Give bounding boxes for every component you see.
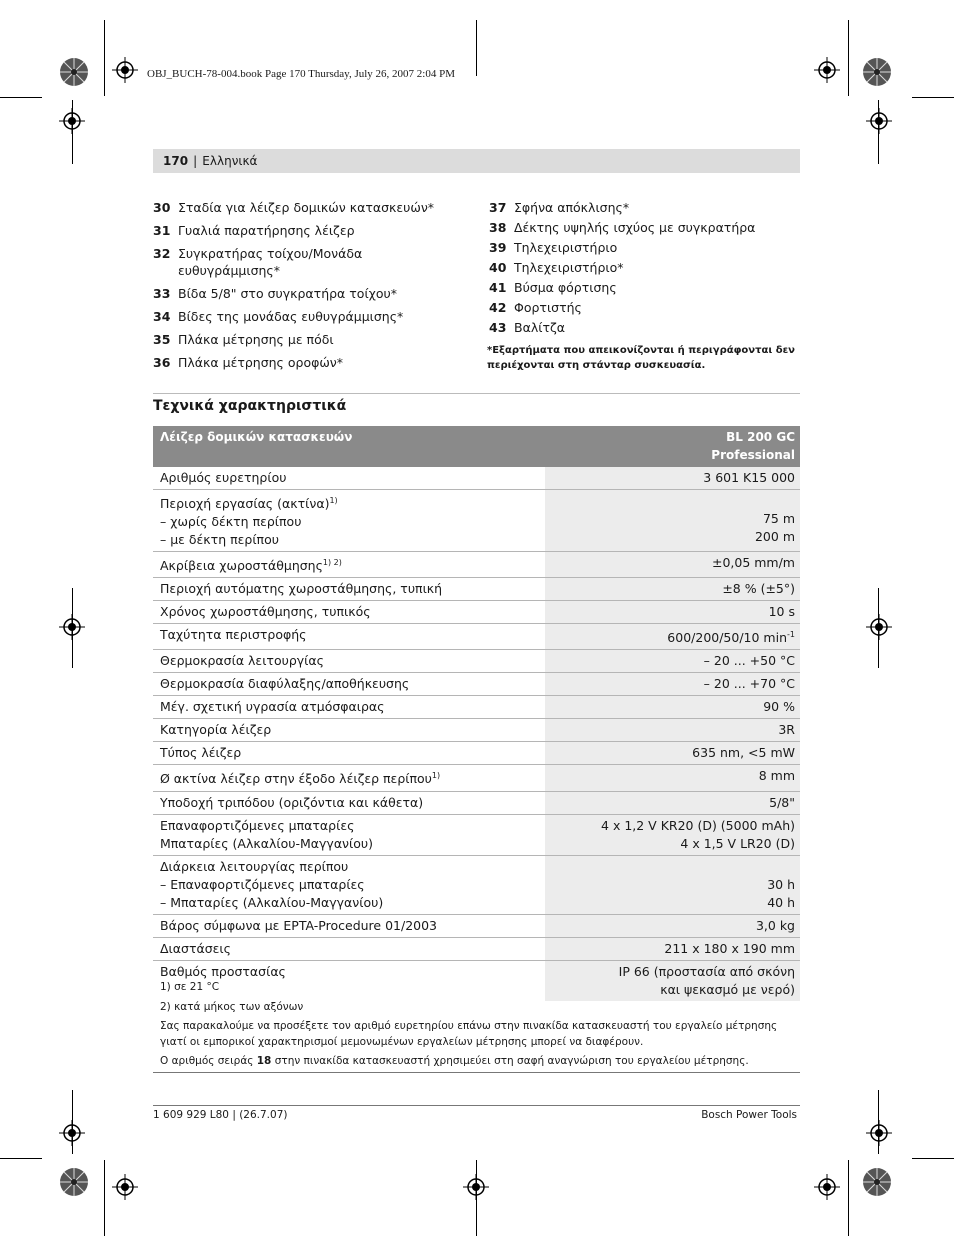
serial-note: Ο αριθμός σειράς 18 στην πινακίδα κατασκευαστή χρησιμεύει στη σαφή αναγνώριση του εργαλείου μέτρησης. xyxy=(160,1055,749,1067)
table-header-row xyxy=(153,426,800,467)
note-paragraph: Σας παρακαλούμε να προσέξετε τον αριθμό ευρετηρίου επάνω στην πινακίδα κατασκευαστή του εργαλείο μέτρησης γιατί οι εμπορικοί χαρακτηρισμοί μεμονωμένων εργαλείων μέτρησης μπορεί να διαφέρουν. xyxy=(160,1020,778,1048)
list-item: 38 Δέκτης υψηλής ισχύος με συγκρατήρα xyxy=(489,220,756,235)
registration-mark-icon xyxy=(814,1174,840,1200)
table-header-left: Λέιζερ δομικών κατασκευών xyxy=(153,426,545,467)
star-target-icon xyxy=(59,57,89,87)
divider xyxy=(153,393,800,394)
table-row: Επαναφορτιζόμενες μπαταρίες Μπαταρίες (Αλκαλίου-Μαγγανίου) 4 x 1,2 V KR20 (D) (5000 mAh) 4 x 1,5 V LR20 (D) xyxy=(153,814,800,855)
table-row: Βάρος σύμφωνα με EPTA-Procedure 01/2003 3,0 kg xyxy=(153,914,800,937)
list-item: 33 Βίδα 5/8" στο συγκρατήρα τοίχου* xyxy=(153,286,398,301)
list-item: 30 Σταδία για λέιζερ δομικών κατασκευών* xyxy=(153,200,435,215)
table-row: Ø ακτίνα λέιζερ στην έξοδο λέιζερ περίπου$^{1)}$ 8 mm xyxy=(153,765,800,791)
star-target-icon xyxy=(862,57,892,87)
table-row: Μέγ. σχετική υγρασία ατμόσφαιρας 90 % xyxy=(153,696,800,719)
list-item: 31 Γυαλιά παρατήρησης λέιζερ xyxy=(153,223,355,238)
table-row: Αριθμός ευρετηρίου 3 601 K15 000 xyxy=(153,467,800,490)
section-title: Τεχνικά χαρακτηριστικά xyxy=(153,398,347,414)
star-target-icon xyxy=(59,1167,89,1197)
list-item: 35 Πλάκα μέτρησης με πόδι xyxy=(153,332,334,347)
registration-mark-icon xyxy=(59,614,85,640)
list-item: 36 Πλάκα μέτρησης οροφών* xyxy=(153,355,344,370)
registration-mark-icon xyxy=(866,1120,892,1146)
list-item: 32 Συγκρατήρας τοίχου/Μονάδα ευθυγράμμισης* xyxy=(153,246,363,278)
footer-divider xyxy=(153,1105,800,1106)
registration-mark-icon xyxy=(112,57,138,83)
table-header-right: BL 200 GC Professional xyxy=(545,426,800,467)
registration-mark-icon xyxy=(463,1174,489,1200)
divider xyxy=(153,1072,800,1073)
star-target-icon xyxy=(862,1167,892,1197)
footer-brand: Bosch Power Tools xyxy=(701,1109,797,1121)
specs-table xyxy=(153,426,800,1001)
component-list-left xyxy=(153,199,453,377)
table-row: Θερμοκρασία διαφύλαξης/αποθήκευσης – 20 ... +70 °C xyxy=(153,673,800,696)
component-list-right xyxy=(489,199,800,339)
list-item: 43 Βαλίτζα xyxy=(489,320,566,335)
list-item: 40 Τηλεχειριστήριο* xyxy=(489,260,624,275)
page-language: Ελληνικά xyxy=(202,154,258,168)
table-row: Χρόνος χωροστάθμησης, τυπικός 10 s xyxy=(153,601,800,624)
list-item: 34 Βίδες της μονάδας ευθυγράμμισης* xyxy=(153,309,404,324)
page-separator: | xyxy=(193,154,198,168)
page-header-bar xyxy=(153,149,800,173)
table-row: Περιοχή εργασίας $(\alpha\kappa\tau ί\nu\alpha)^{1)}$ – χωρίς δέκτη περίπου – με δέκτη περίπου 75 m 200 m xyxy=(153,490,800,552)
table-row: Ακρίβεια χωροστάθμησης$^{1) 2)}$ ±0,05 mm/m xyxy=(153,552,800,578)
footer-doc-id: 1 609 929 L80 | (26.7.07) xyxy=(153,1109,288,1121)
list-item: 39 Τηλεχειριστήριο xyxy=(489,240,618,255)
table-row: Τύπος λέιζερ 635 nm, <5 mW xyxy=(153,742,800,765)
table-row: Θερμοκρασία λειτουργίας – 20 ... +50 °C xyxy=(153,650,800,673)
print-file-header: OBJ_BUCH-78-004.book Page 170 Thursday, July 26, 2007 2:04 PM xyxy=(147,68,456,80)
table-row: Ταχύτητα περιστροφής 600/200/50/10 $\min^{-1}$ xyxy=(153,624,800,650)
registration-mark-icon xyxy=(59,1120,85,1146)
registration-mark-icon xyxy=(59,108,85,134)
page-number: 170 xyxy=(163,154,189,168)
registration-mark-icon xyxy=(814,57,840,83)
registration-mark-icon xyxy=(866,108,892,134)
table-row: Διαστάσεις 211 x 180 x 190 mm xyxy=(153,937,800,960)
registration-mark-icon xyxy=(866,614,892,640)
list-item: 37 Σφήνα απόκλισης* xyxy=(489,200,630,215)
footnote-1: 1) σε 21 °C xyxy=(160,981,220,993)
table-row: Διάρκεια λειτουργίας περίπου – Επαναφορτιζόμενες μπαταρίες – Μπαταρίες (Αλκαλίου-Μαγγανίου) 30 h 40 h xyxy=(153,855,800,914)
table-row: Κατηγορία λέιζερ 3R xyxy=(153,719,800,742)
list-item: 41 Βύσμα φόρτισης xyxy=(489,280,617,295)
registration-mark-icon xyxy=(112,1174,138,1200)
table-row: Περιοχή αυτόματης χωροστάθμησης, τυπική ±8 % (±5°) xyxy=(153,578,800,601)
footnote-2: 2) κατά μήκος των αξόνων xyxy=(160,1001,304,1013)
table-row: Υποδοχή τριπόδου (οριζόντια και κάθετα) 5/8" xyxy=(153,791,800,814)
list-item: 42 Φορτιστής xyxy=(489,300,582,315)
accessory-note: *Εξαρτήματα που απεικονίζονται ή περιγράφονται δεν περιέχονται στη στάνταρ συσκευασία. xyxy=(487,345,795,371)
table-row: Βαθμός προστασίας IP 66 (προστασία από σκόνη και ψεκασμό με νερό) xyxy=(153,960,800,1001)
